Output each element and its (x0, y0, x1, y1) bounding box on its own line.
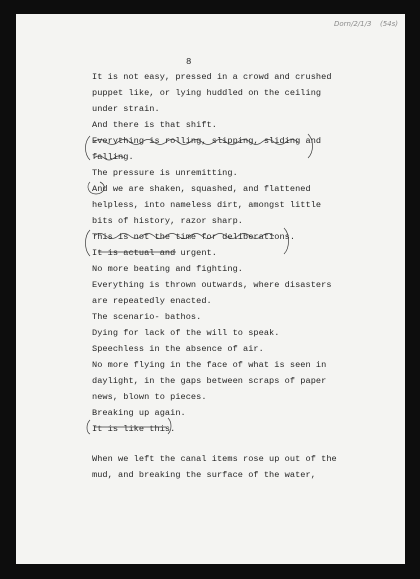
text-line: puppet like, or lying huddled on the ceiling (92, 88, 322, 98)
text-line: Breaking up again. (92, 408, 186, 418)
text-line: No more beating and fighting. (92, 264, 244, 274)
text-line: daylight, in the gaps between scraps of paper (92, 376, 327, 386)
text-line: Everything is rolling, slipping, sliding and (92, 136, 322, 146)
text-line: Dying for lack of the will to speak. (92, 328, 280, 338)
text-line: bits of history, razor sharp. (92, 216, 244, 226)
text-line: helpless, into nameless dirt, amongst little (92, 200, 322, 210)
text-line: It is like this. (92, 424, 176, 434)
text-line: Speechless in the absence of air. (92, 344, 264, 354)
page-number: 8 (186, 57, 192, 67)
text-line: mud, and breaking the surface of the water, (92, 470, 316, 480)
text-line: It is actual and urgent. (92, 248, 217, 258)
bracket-left-like-this (87, 420, 90, 434)
text-line: falling. (92, 152, 134, 162)
text-line: The pressure is unremitting. (92, 168, 238, 178)
bracket-left-rolling (86, 136, 91, 160)
text-line: And we are shaken, squashed, and flattened (92, 184, 311, 194)
bracket-left-deliberation (86, 230, 91, 256)
typescript-page (16, 14, 405, 564)
text-line: under strain. (92, 104, 160, 114)
text-line: When we left the canal items rose up out of the (92, 454, 337, 464)
text-line: This is not the time for deliberations. (92, 232, 296, 242)
text-line: are repeatedly enacted. (92, 296, 212, 306)
text-line: Everything is thrown outwards, where disasters (92, 280, 332, 290)
archive-folio: (54s) (380, 20, 399, 28)
archive-reference: Dorn/2/1/3 (334, 20, 372, 28)
text-line: No more flying in the face of what is seen in (92, 360, 327, 370)
text-line: It is not easy, pressed in a crowd and crushed (92, 72, 332, 82)
text-line: And there is that shift. (92, 120, 217, 130)
text-line: news, blown to pieces. (92, 392, 207, 402)
text-line: The scenario- bathos. (92, 312, 202, 322)
